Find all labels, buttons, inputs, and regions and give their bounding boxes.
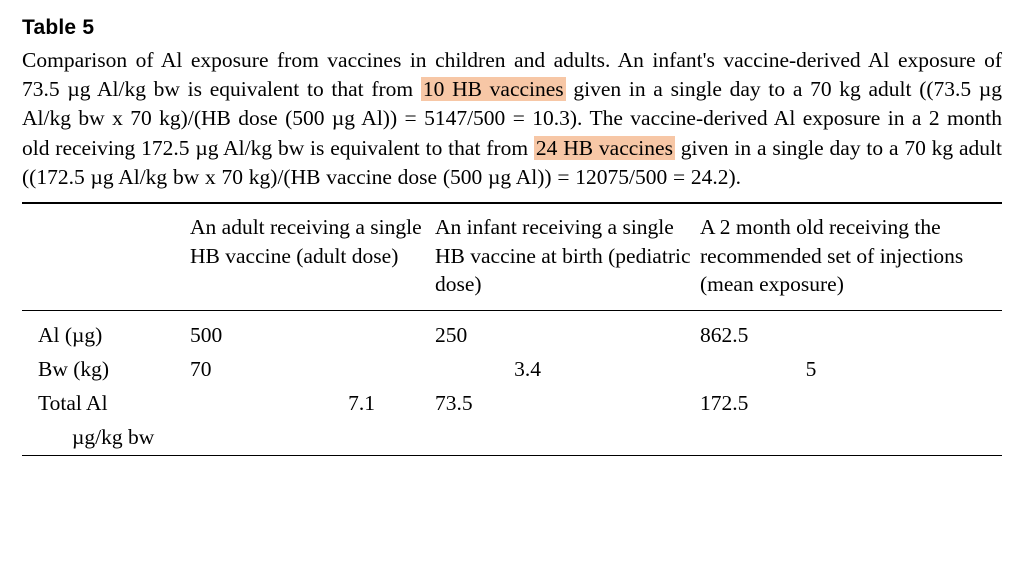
table-row	[22, 387, 1002, 421]
cell-total-two-month: 172.5	[700, 391, 749, 416]
cell-bw-infant: 3.4	[514, 357, 541, 382]
table-caption	[22, 46, 1002, 192]
cell-total-adult: 7.1	[348, 391, 375, 416]
cell-al-two-month: 862.5	[700, 311, 1002, 353]
caption-highlight-3: 24 HB vaccines	[535, 135, 673, 160]
table-body	[22, 311, 1002, 472]
table-bottom-rule	[22, 456, 1002, 473]
cell-bw-two-month: 5	[805, 357, 817, 382]
table-row	[22, 311, 1002, 353]
header-cell-blank	[22, 203, 190, 311]
caption-text-0: Comparison of Al exposure from vaccines in children and adults. An infant's vaccine-derived Al exposure of 73.5 µg Al/kg bw is equivalent to that from	[22, 48, 1002, 102]
cell-bw-adult: 70	[190, 357, 212, 382]
table-number-label: Table 5	[22, 16, 95, 39]
bottom-rule-cell	[22, 456, 1002, 473]
header-cell-two-month: A 2 month old receiving the recommended set of injections (mean exposure)	[700, 203, 1002, 311]
table-row	[22, 353, 1002, 387]
caption-text-2: given in a single day to a 70 kg adult ((73.5 µg Al/kg bw x 70 kg)/(HB dose (500 µg Al)) = 5147/500 = 10.3). The vaccine-derived Al exposure in a 2 month old receiving 172.5 µg Al/kg bw is equivalent to that from	[22, 77, 1002, 160]
row-label-al: Al (µg)	[22, 311, 190, 353]
cell-units-two-month	[700, 421, 1002, 455]
cell-units-infant	[435, 421, 700, 455]
row-label-bw: Bw (kg)	[38, 357, 110, 382]
cell-al-adult: 500	[190, 311, 435, 353]
row-label-total-al: Total Al	[38, 391, 108, 416]
table-row	[22, 421, 1002, 455]
cell-al-infant: 250	[435, 311, 700, 353]
row-label-units: µg/kg bw	[72, 425, 155, 450]
header-cell-infant: An infant receiving a single HB vaccine at birth (pediatric dose)	[435, 203, 700, 311]
comparison-table	[22, 202, 1002, 472]
table-header	[22, 203, 1002, 311]
caption-text-4: given in a single day to a 70 kg adult ((172.5 µg Al/kg bw x 70 kg)/(HB vaccine dose (500 µg Al)) = 12075/500 = 24.2).	[22, 135, 1003, 189]
cell-units-adult	[190, 421, 435, 455]
cell-total-infant: 73.5	[435, 391, 473, 416]
table-header-row	[22, 203, 1002, 311]
caption-highlight-1: 10 HB vaccines	[422, 77, 564, 102]
header-cell-adult: An adult receiving a single HB vaccine (adult dose)	[190, 203, 435, 311]
